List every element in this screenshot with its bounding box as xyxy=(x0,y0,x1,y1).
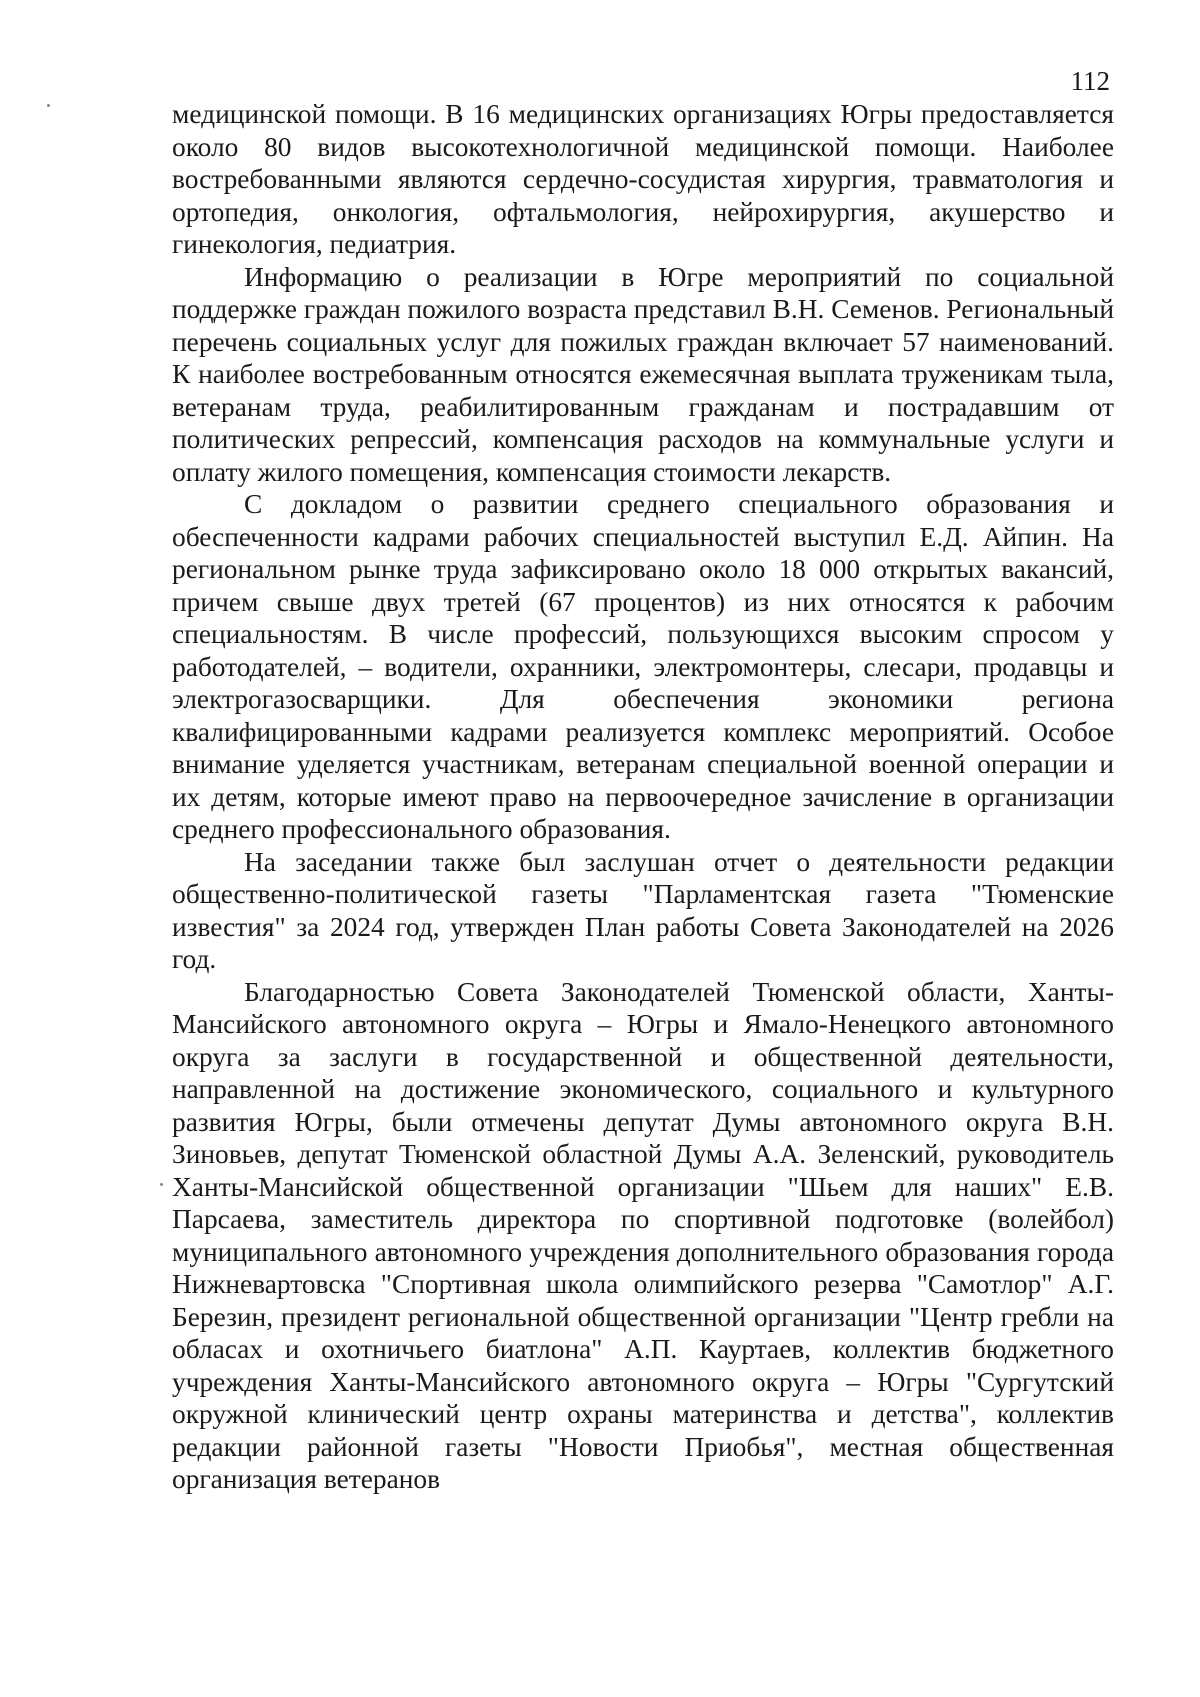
paragraph-social-support: Информацию о реализации в Югре мероприятий по социальной поддержке граждан пожилого возраста представил В.Н. Семенов. Региональный перечень социальных услуг для пожилых граждан включает 57 наименований. К наиболее востребованным относятся ежемесячная выплата труженикам тыла, ветеранам труда, реабилитированным гражданам и пострадавшим от политических репрессий, компенсация расходов на коммунальные услуги и оплату жилого помещения, компенсация стоимости лекарств. xyxy=(172,261,1114,487)
page-number: 112 xyxy=(1070,66,1110,96)
scan-artifact-dot xyxy=(47,104,50,107)
paragraph-continuation: медицинской помощи. В 16 медицинских организациях Югры предоставляется около 80 видов высокотехнологичной медицинской помощи. Наиболее востребованными являются сердечно-сосудистая хирургия, травматология и ортопедия, онкология, офтальмология, нейрохирургия, акушерство и гинекология, педиатрия. xyxy=(172,99,1114,259)
paragraph-education-report: С докладом о развитии среднего специального образования и обеспеченности кадрами рабочих специальностей выступил Е.Д. Айпин. На региональном рынке труда зафиксировано около 18 000 открытых вакансий, причем свыше двух третей (67 процентов) из них относятся к рабочим специальностям. В числе профессий, пользующихся высоким спросом у работодателей, – водители, охранники, электромонтеры, слесари, продавцы и электрогазосварщики. Для обеспечения экономики региона квалифицированными кадрами реализуется комплекс мероприятий. Особое внимание уделяется участникам, ветеранам специальной военной операции и их детям, которые имеют право на первоочередное зачисление в организации среднего профессионального образования. xyxy=(172,489,1114,844)
paragraph-gratitude: Благодарностью Совета Законодателей Тюменской области, Ханты-Мансийского автономного округа – Югры и Ямало-Ненецкого автономного округа за заслуги в государственной и общественной деятельности, направленной на достижение экономического, социального и культурного развития Югры, были отмечены депутат Думы автономного округа В.Н. Зиновьев, депутат Тюменской областной Думы А.А. Зеленский, руководитель Ханты-Мансийской общественной организации "Шьем для наших" Е.В. Парсаева, заместитель директора по спортивной подготовке (волейбол) муниципального автономного учреждения дополнительного образования города Нижневартовска "Спортивная школа олимпийского резерва "Самотлор" А.Г. Березин, президент региональной общественной организации "Центр гребли на обласах и охотничьего биатлона" А.П. Кауртаев, коллектив бюджетного учреждения Ханты-Мансийского автономного округа – Югры "Сургутский окружной клинический центр охраны материнства и детства", коллектив редакции районной газеты "Новости Приобья", местная общественная организация ветеранов xyxy=(172,976,1114,1494)
scan-artifact-dot xyxy=(160,1183,163,1186)
paragraph-newspaper-report: На заседании также был заслушан отчет о деятельности редакции общественно-политической газеты "Парламентская газета "Тюменские известия" за 2024 год, утвержден План работы Совета Законодателей на 2026 год. xyxy=(172,846,1114,974)
document-body xyxy=(172,98,1114,1496)
